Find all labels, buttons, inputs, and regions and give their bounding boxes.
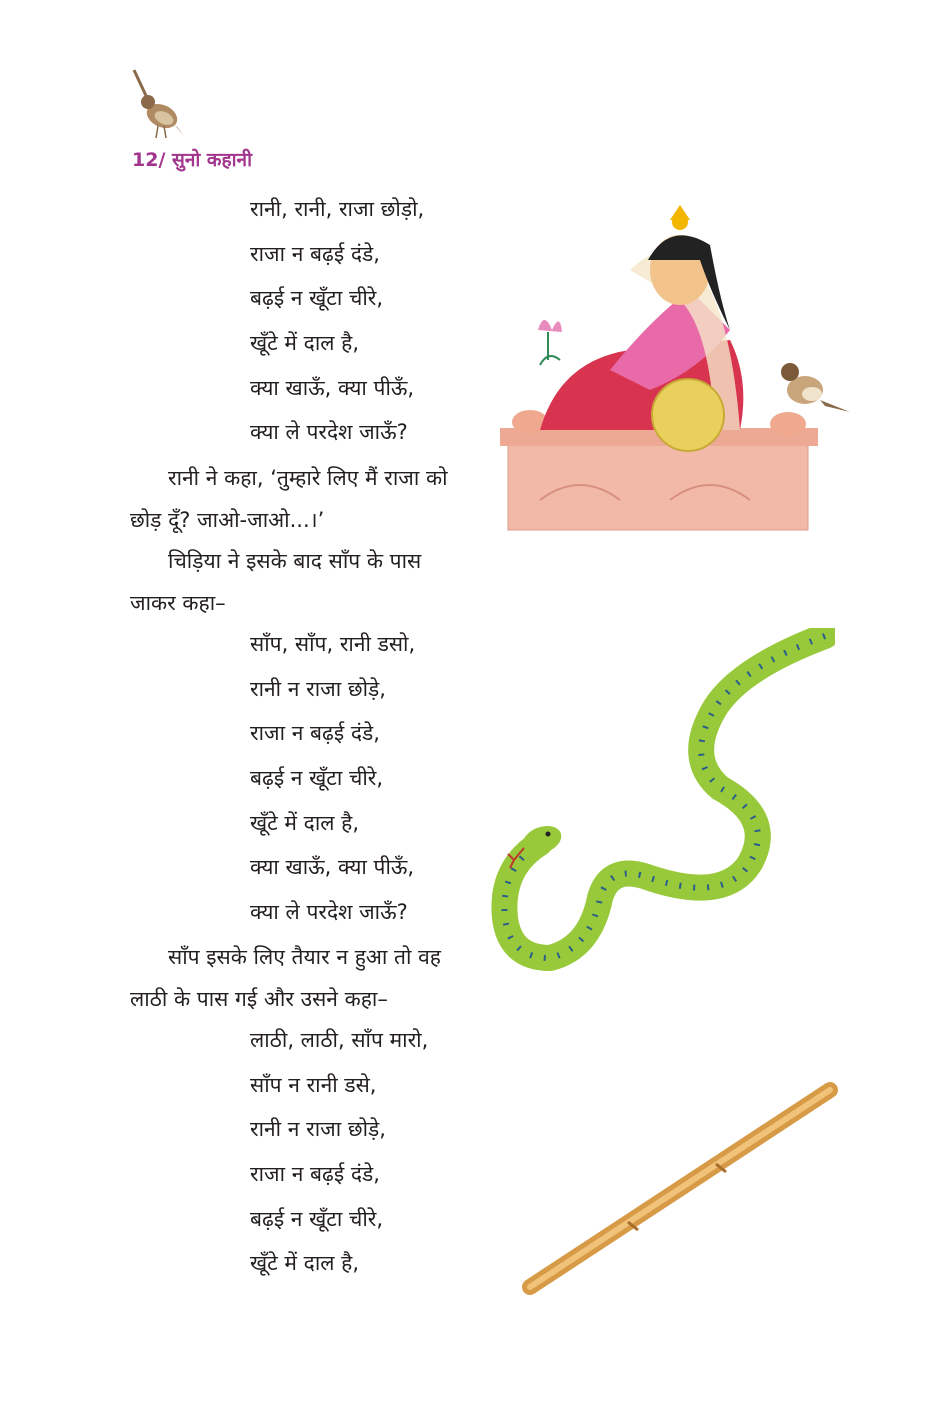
verse-line: खूँटे में दाल है, <box>250 331 359 356</box>
verse-line: क्या खाऊँ, क्या पीऊँ, <box>250 375 415 400</box>
stick-illustration <box>510 1072 845 1302</box>
verse-line: बढ़ई न खूँटा चीरे, <box>250 1206 384 1231</box>
verse-line: क्या खाऊँ, क्या पीऊँ, <box>250 855 415 880</box>
verse-line: रानी न राजा छोड़े, <box>250 676 386 701</box>
verse-line: साँप, साँप, रानी डसो, <box>250 632 416 656</box>
paragraph-text: चिड़िया ने इसके बाद साँप के पास जाकर कहा– <box>130 549 422 615</box>
page-label: 12/ सुनो कहानी <box>132 149 252 171</box>
verse-stick <box>250 1018 428 1286</box>
verse-line: क्या ले परदेश जाऊँ? <box>250 900 408 925</box>
verse-line: रानी, रानी, राजा छोड़ो, <box>250 197 425 221</box>
paragraph <box>130 936 465 1020</box>
verse-line: बढ़ई न खूँटा चीरे, <box>250 286 384 311</box>
verse-line: रानी न राजा छोड़े, <box>250 1117 386 1142</box>
verse-line: बढ़ई न खूँटा चीरे, <box>250 766 384 791</box>
sparrow-icon <box>128 66 188 146</box>
queen-illustration <box>500 200 862 545</box>
verse-line: खूँटे में दाल है, <box>250 810 359 835</box>
paragraph <box>130 540 465 624</box>
verse-line: लाठी, लाठी, साँप मारो, <box>250 1028 429 1052</box>
verse-line: राजा न बढ़ई दंडे, <box>250 1162 380 1187</box>
verse-snake <box>250 622 415 935</box>
snake-illustration <box>490 628 835 1023</box>
paragraph-text: रानी ने कहा, ‘तुम्हारे लिए मैं राजा को छोड़ दूँ? जाओ-जाओ...।’ <box>130 466 448 532</box>
verse-line: राजा न बढ़ई दंडे, <box>250 241 380 266</box>
verse-line: साँप न रानी डसे, <box>250 1072 377 1097</box>
paragraph-text: साँप इसके लिए तैयार न हुआ तो वह लाठी के पास गई और उसने कहा– <box>130 945 441 1011</box>
verse-queen <box>250 187 424 455</box>
verse-line: राजा न बढ़ई दंडे, <box>250 721 380 746</box>
paragraph <box>130 457 465 541</box>
verse-line: क्या ले परदेश जाऊँ? <box>250 420 408 445</box>
verse-line: खूँटे में दाल है, <box>250 1251 359 1276</box>
